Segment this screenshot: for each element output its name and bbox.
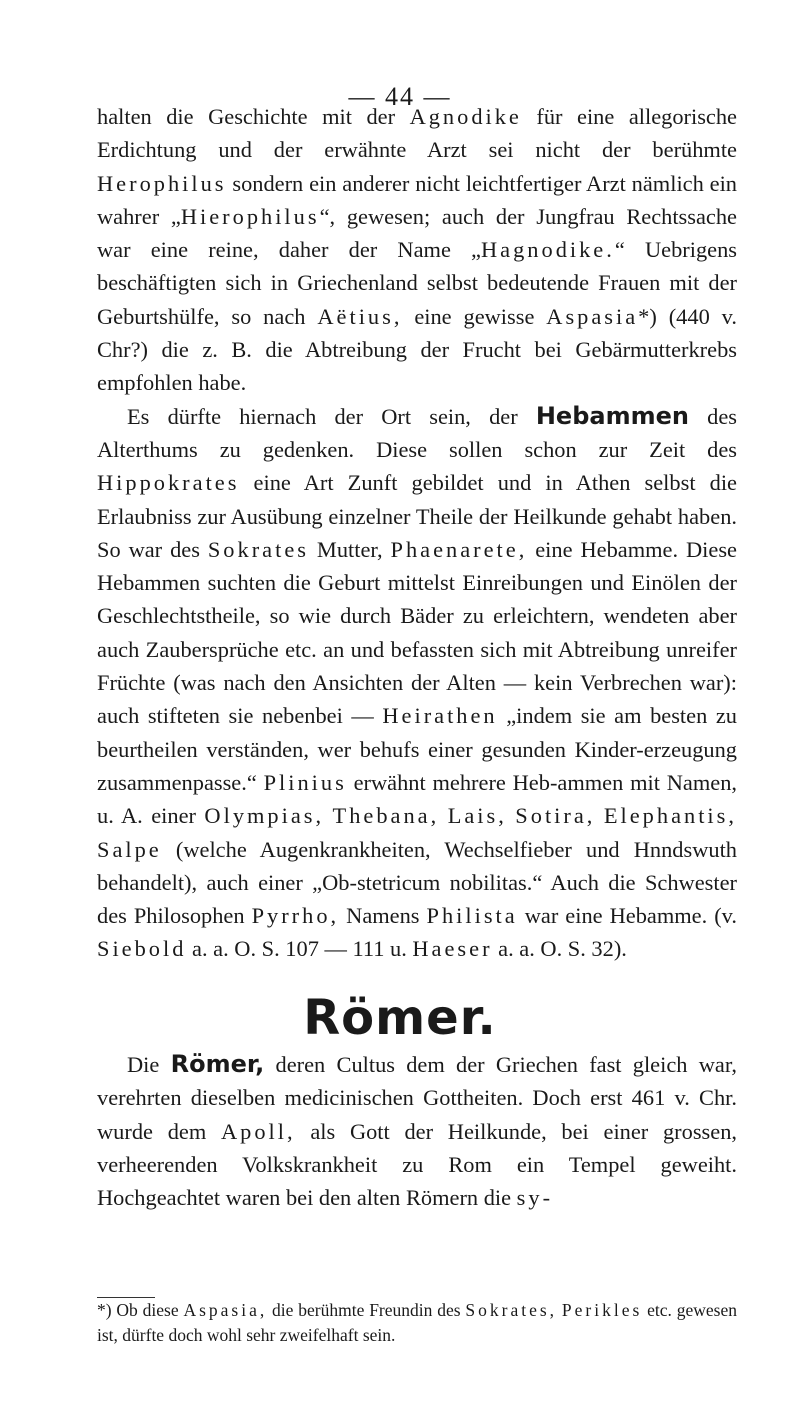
text-run: deren Cultus dem der Griechen fast gleich war, verehrten dieselben medicinischen Gottheiten. Doch erst 461 v. Chr. wurde dem [97, 1052, 737, 1144]
name-apoll: Apoll, [220, 1118, 296, 1144]
text-run: eine Art Zunft gebildet und in Athen selbst die Erlaubniss zur Ausübung einzelner Theile der Heilkunde gehabt haben. So war des [97, 470, 737, 562]
page-number: — 44 — [348, 82, 452, 111]
name-plinius: Plinius [263, 769, 347, 795]
name-sokrates: Sokrates, [465, 1300, 558, 1320]
text-run: erwähnt mehrere Heb-ammen mit Namen, u. A. einer [97, 769, 737, 829]
text-run: *) Ob diese [97, 1300, 184, 1320]
name-sotira: Sotira, [515, 803, 596, 829]
name-perikles: Perikles [561, 1300, 643, 1320]
text-run: *) (440 v. Chr?) die z. B. die Abtreibung der Frucht bei Gebärmutterkrebs empfohlen habe. [97, 303, 737, 396]
text-run: eine gewisse [402, 303, 547, 329]
name-lais: Lais, [447, 803, 507, 829]
text-run [439, 803, 447, 828]
text-run: a. a. O. S. 32). [492, 936, 627, 962]
footnote [97, 1298, 737, 1348]
name-hagnodike: Hagnodike. [481, 237, 615, 263]
text-run: Mutter, [308, 536, 391, 562]
name-hippokrates: Hippokrates [97, 470, 240, 496]
name-herophilus: Herophilus [97, 170, 227, 196]
paragraph-hebammen [97, 400, 737, 966]
text-run: “, gewesen; auch der Jungfrau Rechtssache war eine reine, daher der Name „ [97, 203, 737, 263]
word-heirathen: Heirathen [382, 703, 498, 729]
name-siebold: Siebold [97, 936, 187, 962]
name-aspasia: Aspasia, [183, 1300, 268, 1320]
footnote-text [97, 1298, 737, 1348]
term-hebammen: Hebammen [535, 401, 689, 430]
name-agnodike: Agnodike [409, 104, 522, 129]
text-run: als Gott der Heilkunde, bei einer grossen, verheerenden Volkskrankheit zu Rom ein Tempel geweiht. Hochgeachtet waren bei den alten Römern die [97, 1118, 737, 1211]
name-aspasia: Aspasia [546, 303, 639, 329]
name-philista: Philista [426, 903, 518, 929]
text-run: war eine Hebamme. (v. [517, 903, 737, 929]
text-run: des Alterthums zu gedenken. Diese sollen schon zur Zeit des [97, 403, 737, 462]
text-run: Die [127, 1052, 171, 1077]
name-sokrates: Sokrates [207, 536, 309, 562]
text-run: eine Hebamme. Diese Hebammen suchten die Geburt mittelst Einreibungen und Einölen der Geschlechtstheile, so wie durch Bäder zu erleichtern, wendeten aber auch Zaubersprüche etc. an und befassten sich mit Abtreibung unreifer Früchte (was nach den Ansichten der Alten — kein Verbrechen war): auch stifteten sie nebenbei — [97, 536, 737, 729]
text-run [324, 803, 332, 828]
text-run: die berühmte Freundin des [267, 1300, 466, 1320]
text-run [595, 803, 603, 828]
name-hierophilus: Hierophilus [180, 203, 320, 229]
paragraph-agnodike [97, 100, 737, 400]
name-haeser: Haeser [412, 936, 493, 962]
text-run: Namens [339, 903, 427, 929]
name-olympias: Olympias, [204, 803, 325, 829]
name-salpe: Salpe [97, 836, 162, 862]
section-heading: Römer. [303, 990, 497, 1046]
text-run: halten die Geschichte mit der [97, 104, 410, 129]
text-run: „indem sie am besten zu beurtheilen verständen, wer behufs einer gesunden Kinder-erzeugung zusammenpasse.“ [97, 703, 737, 795]
name-elephantis: Elephantis, [603, 803, 737, 829]
word-sy: sy- [516, 1185, 554, 1211]
text-run: etc. gewesen ist, dürfte doch wohl sehr zweifelhaft sein. [97, 1300, 737, 1345]
name-pyrrho: Pyrrho, [251, 903, 340, 929]
name-aetius: Aëtius, [317, 303, 403, 329]
text-run: (welche Augenkrankheiten, Wechselfieber und Hnndswuth behandelt), auch einer „Ob-stetricum nobilitas.“ Auch die Schwester des Philosophen [97, 836, 737, 929]
text-run: “ Uebrigens beschäftigten sich in Griechenland selbst bedeutende Frauen mit der Geburtshülfe, so nach [97, 237, 737, 329]
name-thebana: Thebana, [332, 803, 440, 829]
lower-text-block [97, 1048, 737, 1214]
text-run: sondern ein anderer nicht leichtfertiger Arzt nämlich ein wahrer „ [97, 170, 737, 229]
term-roemer: Römer, [170, 1050, 265, 1078]
name-phaenarete: Phaenarete, [390, 536, 528, 562]
text-run: für eine allegorische Erdichtung und der erwähnte Arzt sei nicht der berühmte [97, 104, 737, 163]
paragraph-roemer [97, 1048, 737, 1214]
text-run: Es dürfte hiernach der Ort sein, der [127, 403, 536, 429]
upper-text-block [97, 100, 737, 966]
text-run: a. a. O. S. 107 — 111 u. [186, 936, 413, 962]
